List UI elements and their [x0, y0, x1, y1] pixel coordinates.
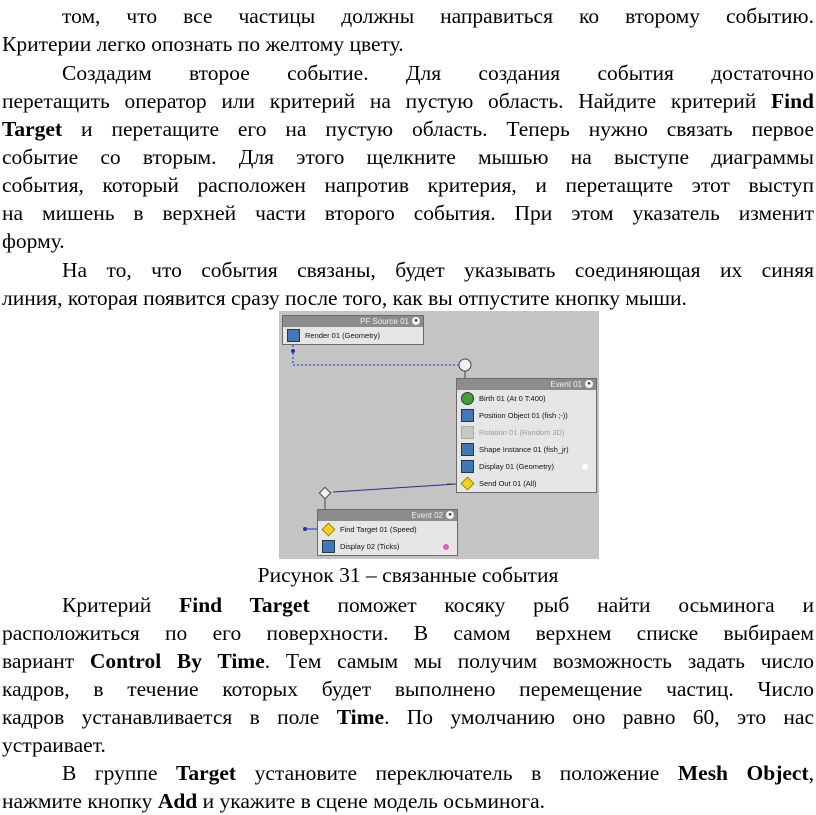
eye-icon[interactable]: ● [585, 380, 593, 388]
text-span: В группе [62, 761, 158, 785]
display-icon [322, 540, 335, 553]
bold-term: Find Target [179, 593, 310, 617]
operator-row[interactable] [457, 407, 596, 424]
bold-term: Time [336, 705, 385, 729]
text-line [2, 759, 814, 787]
text-line: события, который расположен напротив критерия, и перетащите этот выступ [2, 173, 814, 197]
text-span: нажмите кнопку [2, 789, 153, 813]
node-title [457, 379, 596, 390]
text-line: Создадим второе событие. Для создания события достаточно [62, 61, 814, 85]
paragraph-5 [2, 759, 814, 815]
text-line: На то, что события связаны, будет указывать соединяющая их синяя [62, 258, 814, 282]
text-line: устраивает. [2, 733, 106, 757]
bold-term: Target [175, 761, 237, 785]
text-span: и перетащите его на пустую область. Теперь нужно связать первое [81, 117, 814, 141]
bold-term: Find [770, 89, 814, 113]
operator-row[interactable] [457, 458, 596, 475]
figure-caption: Рисунок 31 – связанные события [257, 563, 559, 587]
birth-icon [461, 392, 474, 405]
text-span: . По умолчанию оно равно 60, это нас [384, 705, 815, 729]
event02-node[interactable] [317, 509, 458, 556]
bold-term: Add [157, 789, 198, 813]
text-span: перетащить оператор или критерий на пустую область. Найдите критерий [2, 89, 757, 113]
wire-knob [303, 527, 307, 531]
text-line [2, 115, 814, 143]
text-line: линия, которая появится сразу после того, как вы отпустите кнопку мыши. [2, 286, 687, 310]
text-span: вариант [2, 649, 75, 673]
display-color-swatch[interactable] [443, 544, 449, 550]
event-input-target [459, 359, 471, 371]
operator-row[interactable] [457, 390, 596, 407]
operator-label: Display 01 (Geometry) [479, 462, 555, 471]
text-line [2, 787, 814, 815]
text-line: кадров, в течение которых будет выполнено перемещение частиц. Число [2, 677, 814, 701]
display-icon [461, 460, 474, 473]
operator-row[interactable] [457, 441, 596, 458]
text-span: Критерий [62, 593, 152, 617]
operator-row[interactable] [457, 424, 596, 441]
operator-row[interactable] [283, 327, 423, 344]
text-line: том, что все частицы должны направиться ко второму событию. [62, 4, 814, 28]
pf-source-node[interactable] [282, 315, 424, 345]
position-object-icon [461, 409, 474, 422]
node-title-text: Event 02 [411, 511, 443, 520]
bold-term: Target [2, 117, 63, 141]
paragraph-1 [2, 2, 814, 58]
text-line [2, 591, 814, 619]
text-span: поможет косяку рыб найти осьминога и [337, 593, 814, 617]
text-line [2, 87, 814, 115]
test-row[interactable] [457, 475, 596, 492]
paragraph-2 [2, 59, 814, 255]
node-title-text: PF Source 01 [360, 317, 409, 326]
operator-label: Render 01 (Geometry) [305, 331, 381, 340]
shape-instance-icon [461, 443, 474, 456]
find-target-icon [322, 523, 336, 537]
eye-icon[interactable]: ● [412, 317, 420, 325]
text-line: на мишень в верхней части второго события. При этом указатель изменит [2, 201, 814, 225]
operator-label: Shape Instance 01 (fish_jr) [479, 445, 569, 454]
paragraph-4 [2, 591, 814, 759]
text-span: . Тем самым мы получим возможность задать число [264, 649, 814, 673]
text-line [2, 647, 814, 675]
operator-label: Position Object 01 (fish ;-)) [479, 411, 568, 420]
send-out-icon [461, 477, 475, 491]
wire-event-link [333, 484, 457, 492]
bold-term: Control By Time [89, 649, 265, 673]
event01-node[interactable] [456, 378, 597, 493]
test-label: Send Out 01 (All) [479, 479, 537, 488]
eye-icon[interactable]: ● [446, 511, 454, 519]
node-title [283, 316, 423, 327]
bold-term: Mesh Object [677, 761, 809, 785]
node-title-text: Event 01 [550, 380, 582, 389]
text-span: установите переключатель в положение [254, 761, 660, 785]
text-span: и укажите в сцене модель осьминога. [202, 789, 546, 813]
text-line: событие со вторым. Для этого щелкните мышью на выступе диаграммы [2, 145, 814, 169]
operator-label: Rotation 01 (Random 3D) [479, 428, 565, 437]
text-line: расположиться по его поверхности. В самом верхнем списке выбираем [2, 621, 814, 645]
operator-row[interactable] [318, 538, 457, 555]
paragraph-3 [2, 256, 814, 312]
text-line: Критерии легко опознать по желтому цвету. [2, 32, 404, 56]
text-span: кадров устанавливается в поле [2, 705, 320, 729]
wire-knob [291, 349, 295, 353]
render-icon [287, 329, 300, 342]
test-row[interactable] [318, 521, 457, 538]
particle-flow-diagram [279, 311, 599, 559]
text-span: , [808, 761, 815, 785]
node-title [318, 510, 457, 521]
text-line [2, 703, 814, 731]
event02-input-target [319, 487, 330, 498]
rotation-icon [461, 426, 474, 439]
operator-label: Display 02 (Ticks) [340, 542, 400, 551]
text-line: форму. [2, 229, 65, 253]
test-label: Find Target 01 (Speed) [340, 525, 417, 534]
display-color-swatch[interactable] [582, 464, 588, 470]
operator-label: Birth 01 (At 0 T:400) [479, 394, 546, 403]
